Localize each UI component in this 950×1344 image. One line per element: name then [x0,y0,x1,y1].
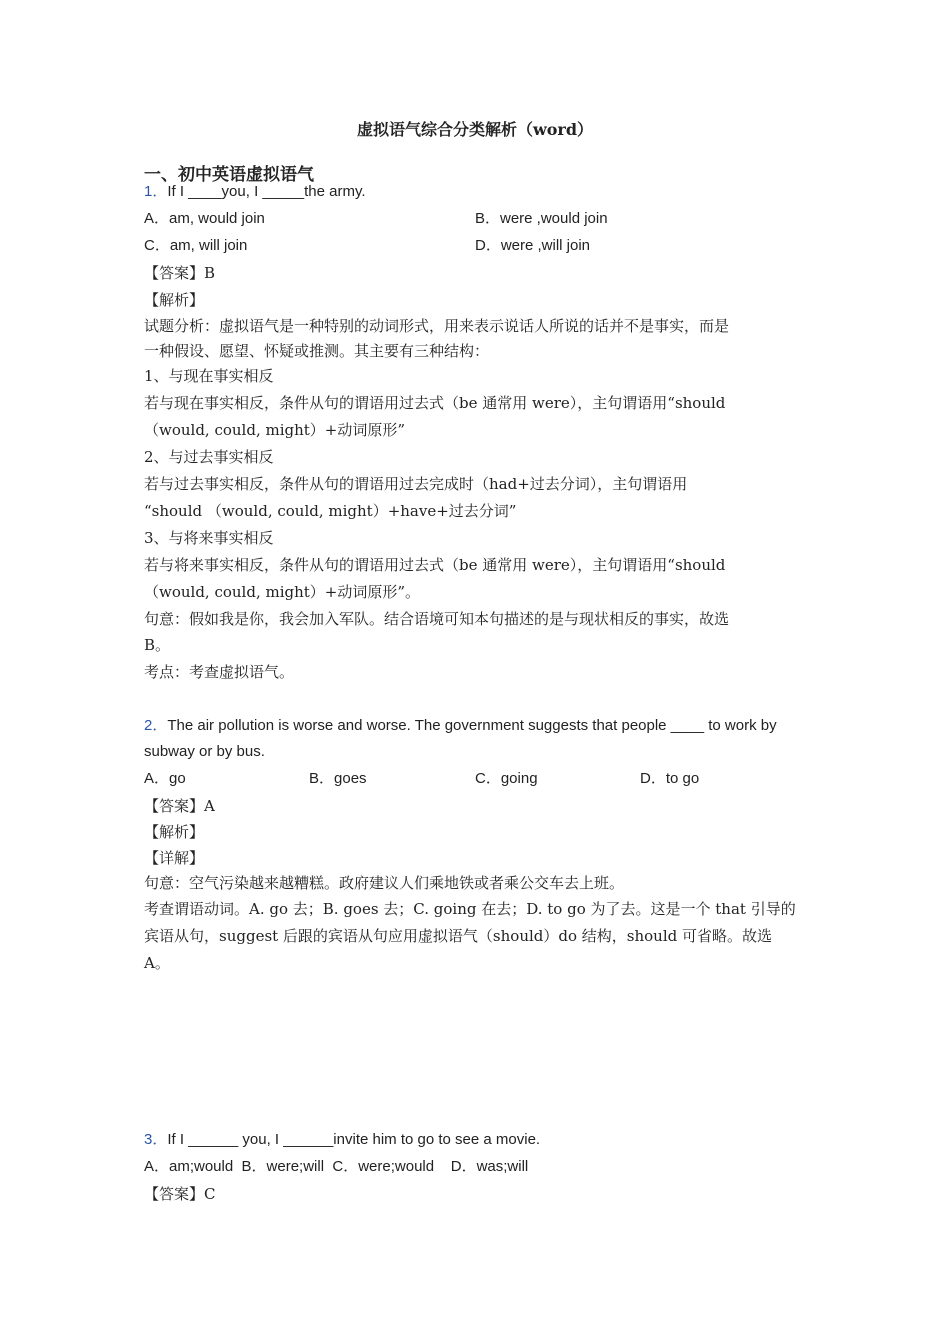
analysis-line: （would, could, might）+动词原形” [144,421,406,439]
question-text: If I ______ you, I ______invite him to go to see a movie. [167,1131,541,1148]
question-number: 3． [144,1131,168,1148]
question-2-stem [144,716,777,736]
detail-label: 【详解】 [144,849,205,867]
analysis-label: 【解析】 [144,823,205,841]
answer-line: 【答案】B [144,264,216,282]
option-a: A．am, would join [144,210,265,227]
analysis-line: 句意：空气污染越来越糟糕。政府建议人们乘地铁或者乘公交车去上班。 [144,874,625,892]
answer-line: 【答案】A [144,797,215,815]
analysis-line: 一种假设、愿望、怀疑或推测。其主要有三种结构： [144,342,490,360]
analysis-line: 3、与将来事实相反 [144,529,274,547]
analysis-line: A。 [144,954,170,972]
analysis-line: 2、与过去事实相反 [144,448,274,466]
document-title: 虚拟语气综合分类解析（word） [356,120,594,139]
analysis-line: 宾语从句，suggest 后跟的宾语从句应用虚拟语气（should）do 结构，should 可省略。故选 [144,927,773,945]
option-b: B．goes [309,770,367,787]
analysis-line: 若与将来事实相反，条件从句的谓语用过去式（be 通常用 were），主句谓语用“should [144,556,726,574]
option-b: B．were ,would join [475,210,608,227]
option-d: D．were ,will join [475,237,591,254]
analysis-line: 1、与现在事实相反 [144,367,274,385]
question-number: 1． [144,183,168,200]
options-line: A．am;would B．were;will C．were;would D．was;will [144,1158,529,1175]
analysis-line: 句意：假如我是你，我会加入军队。结合语境可知本句描述的是与现状相反的事实，故选 [144,610,730,628]
analysis-line: （would, could, might）+动词原形”。 [144,583,421,601]
question-1-stem [144,182,366,202]
option-c: C．am, will join [144,237,248,254]
analysis-label: 【解析】 [144,291,205,309]
question-3-stem [144,1130,540,1150]
analysis-line: 若与过去事实相反，条件从句的谓语用过去完成时（had+过去分词），主句谓语用 [144,475,688,493]
option-a: A．go [144,770,186,787]
question-text: If I ____you, I _____the army. [167,183,366,200]
section-heading: 一、初中英语虚拟语气 [144,165,314,185]
question-number: 2． [144,717,168,734]
answer-line: 【答案】C [144,1185,216,1203]
analysis-line: 若与现在事实相反，条件从句的谓语用过去式（be 通常用 were），主句谓语用“should [144,394,726,412]
option-d: D．to go [640,770,700,787]
analysis-line: 考点：考查虚拟语气。 [144,663,295,681]
analysis-line: “should （would, could, might）+have+过去分词” [144,502,517,520]
question-text-cont: subway or by bus. [144,743,265,760]
question-text: The air pollution is worse and worse. The government suggests that people ____ to work by [167,717,777,734]
analysis-line: 考查谓语动词。A. go 去；B. goes 去；C. going 在去；D. to go 为了去。这是一个 that 引导的 [144,900,796,918]
analysis-line: 试题分析：虚拟语气是一种特别的动词形式，用来表示说话人所说的话并不是事实，而是 [144,317,730,335]
analysis-line: B。 [144,636,171,654]
option-c: C．going [475,770,538,787]
